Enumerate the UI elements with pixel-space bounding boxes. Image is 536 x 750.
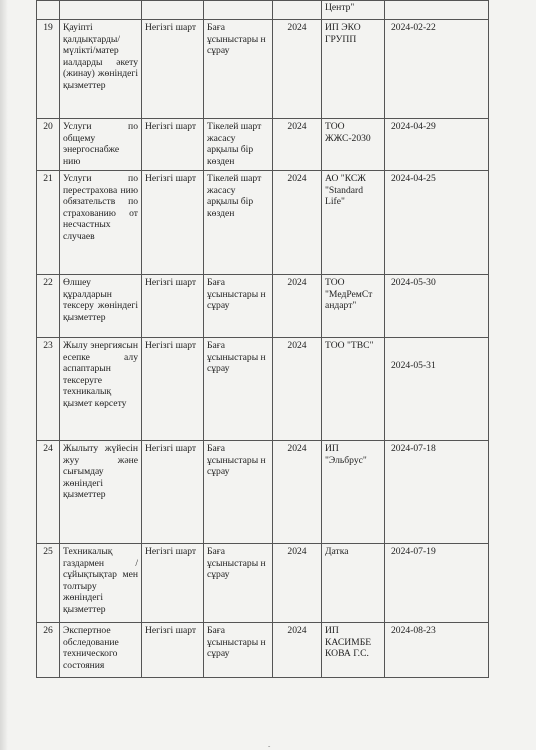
table-row: [37, 119, 489, 171]
table-row: [37, 623, 489, 678]
table-row-continuation: [37, 1, 489, 20]
supplier: ИП КАСИМБЕ КОВА Г.С.: [322, 623, 385, 678]
contract-date: 2024-04-29: [385, 119, 489, 171]
row-number: 26: [37, 623, 60, 678]
procurement-method: Баға ұсыныстары н сұрау: [204, 20, 273, 119]
scan-edge-shadow: [0, 0, 8, 750]
contract-type: Негізгі шарт: [142, 544, 204, 623]
year: 2024: [273, 119, 322, 171]
contract-type: Негізгі шарт: [142, 441, 204, 544]
table-row: [37, 441, 489, 544]
service-name: Жылу энергиясын есепке алу аспаптарын тексеруге техникалық қызмет көрсету: [60, 338, 142, 441]
contract-type: Негізгі шарт: [142, 338, 204, 441]
table-row: [37, 275, 489, 338]
contract-type: Негізгі шарт: [142, 275, 204, 338]
contract-date: 2024-08-23: [385, 623, 489, 678]
service-name: Услуги по перестрахова нию обязательств по страхованию от несчастных случаев: [60, 171, 142, 275]
service-name: Жылыту жүйесін жуу және сығымдау жөніндегі қызметтер: [60, 441, 142, 544]
year: 2024: [273, 623, 322, 678]
contract-type: Негізгі шарт: [142, 20, 204, 119]
year: 2024: [273, 171, 322, 275]
contract-type: Негізгі шарт: [142, 171, 204, 275]
row-number: 25: [37, 544, 60, 623]
procurement-method: Тікелей шарт жасасу арқылы бір көзден: [204, 119, 273, 171]
year: 2024: [273, 338, 322, 441]
service-name: Техникалық газдармен / сұйықтықтар мен толтыру жөніндегі қызметтер: [60, 544, 142, 623]
contract-type: Негізгі шарт: [142, 623, 204, 678]
contract-date: 2024-05-31: [385, 338, 489, 441]
table-row: [37, 20, 489, 119]
service-name: Өлшеу құралдарын тексеру жөніндегі қызметтер: [60, 275, 142, 338]
procurement-method: Баға ұсыныстары н сұрау: [204, 623, 273, 678]
year: 2024: [273, 441, 322, 544]
row-number: 24: [37, 441, 60, 544]
year: 2024: [273, 544, 322, 623]
supplier: ТОО "МедРемСт андарт": [322, 275, 385, 338]
row-number: 23: [37, 338, 60, 441]
contract-date: 2024-05-30: [385, 275, 489, 338]
contract-date: 2024-07-18: [385, 441, 489, 544]
supplier: АО "КСЖ "Standard Life": [322, 171, 385, 275]
table-row: [37, 544, 489, 623]
procurement-table: [36, 0, 489, 678]
service-name: Қауіпті қалдықтарды/ мүлікті/матер иалдарды әкету (жинау) жөніндегі қызметтер: [60, 20, 142, 119]
year: 2024: [273, 20, 322, 119]
table-row: [37, 171, 489, 275]
page-footer-mark: -: [268, 742, 271, 750]
procurement-method: Баға ұсыныстары н сұрау: [204, 275, 273, 338]
procurement-method: Баға ұсыныстары н сұрау: [204, 441, 273, 544]
supplier: ИП "Эльбрус": [322, 441, 385, 544]
contract-type: Негізгі шарт: [142, 119, 204, 171]
table-row: [37, 338, 489, 441]
year: 2024: [273, 275, 322, 338]
contract-date: 2024-04-25: [385, 171, 489, 275]
service-name: Услуги по общему энергоснабже нию: [60, 119, 142, 171]
procurement-method: Тікелей шарт жасасу арқылы бір көзден: [204, 171, 273, 275]
procurement-method: Баға ұсыныстары н сұрау: [204, 338, 273, 441]
supplier: ТОО ЖЖС-2030: [322, 119, 385, 171]
row-number: 20: [37, 119, 60, 171]
contract-date: 2024-02-22: [385, 20, 489, 119]
supplier: ИП ЭКО ГРУПП: [322, 20, 385, 119]
supplier: ТОО "ТВС": [322, 338, 385, 441]
supplier-cell: Центр": [322, 1, 385, 20]
supplier: Датка: [322, 544, 385, 623]
service-name: Экспертное обследование технического состояния: [60, 623, 142, 678]
procurement-method: Баға ұсыныстары н сұрау: [204, 544, 273, 623]
row-number: 21: [37, 171, 60, 275]
contract-date: 2024-07-19: [385, 544, 489, 623]
row-number: 19: [37, 20, 60, 119]
row-number: 22: [37, 275, 60, 338]
